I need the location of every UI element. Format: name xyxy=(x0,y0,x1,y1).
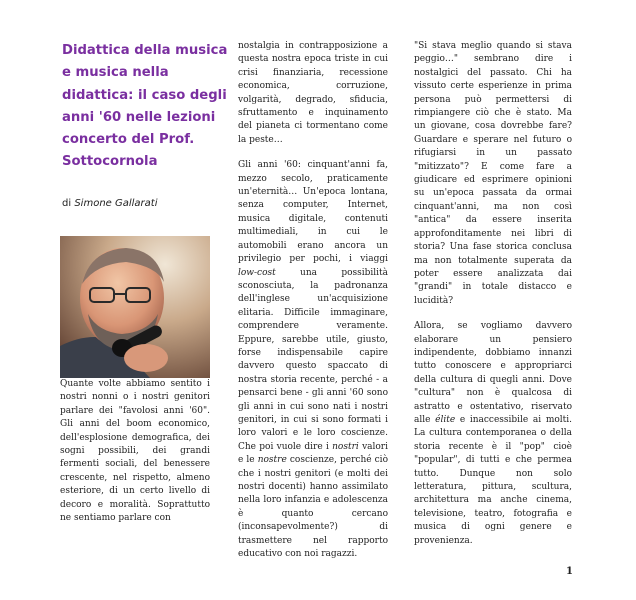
emphasis: low-cost xyxy=(238,267,276,278)
paragraph: nostalgia in contrapposizione a questa nostra epoca triste in cui crisi finanziaria, recessione economica, corruzione, volgarità, degrado, sfiducia, sfruttamento e inquinamento del pianeta ci tormentano come la peste… xyxy=(238,41,388,145)
page-number: 1 xyxy=(566,566,573,577)
column-2 xyxy=(238,40,388,573)
emphasis: nostre xyxy=(257,455,287,466)
emphasis: élite xyxy=(435,414,456,425)
paragraph: Quante volte abbiamo sentito i nostri nonni o i nostri genitori parlare dei "favolosi anni '60". Gli anni del boom economico, dell'esplosione demografica, dei sogni possibili, dei grandi fermenti sociali, del benessere crescente, nel rispetto, almeno esteriore, di un certo livello di decoro e moralità. Soprattutto ne sentiamo parlare con xyxy=(60,379,210,524)
paragraph xyxy=(238,159,388,561)
author-photo xyxy=(60,236,210,378)
author-name: Simone Gallarati xyxy=(74,198,158,209)
article-title: Didattica della musica e musica nella didattica: il caso degli anni '60 nelle lezioni concerto del Prof. Sottocornola xyxy=(62,43,228,170)
byline xyxy=(62,198,157,209)
text-run: coscienze, perché ciò che i nostri genitori (e molti dei nostri docenti) hanno assimilato nella loro infanzia e adolescenza è quanto cercano (inconsapevolmente?) di trasmettere nel rapporto educativo con noi ragazzi. xyxy=(238,455,388,560)
column-3 xyxy=(414,40,572,560)
text-run: valori e le xyxy=(238,441,388,466)
text-run: e inaccessibile ai molti. La cultura contemporanea o della storia recente è il "pop" cioè "popular", di tutti e che permea tutto. Dunque non solo letteratura, pittura, scultura, architettura ma anche cinema, televisione, teatro, fotografia e musica di ogni genere e provenienza. xyxy=(414,414,573,546)
column-1 xyxy=(60,378,210,537)
emphasis: nostri xyxy=(332,441,359,452)
text-run: Gli anni '60: cinquant'anni fa, mezzo secolo, praticamente un'eternità… Un'epoca lontana, senza computer, Internet, musica digitale, contenuti multimediali, in cui le automobili erano ancora un privilegio per pochi, i viaggi xyxy=(238,160,388,265)
photo-illustration xyxy=(60,236,210,378)
paragraph xyxy=(414,320,572,548)
text-run: Allora, se vogliamo davvero elaborare un pensiero indipendente, dobbiamo innanzi tutto conoscere e appropriarci della cultura di quegli anni. Dove "cultura" non è qualcosa di astratto e ostentativo, riservato alle xyxy=(414,321,572,425)
paragraph: "Si stava meglio quando si stava peggio…" sembrano dire i nostalgici del passato. Chi ha vissuto certe esperienze in prima persona può permettersi di rimpiangere ciò che è stato. Ma un giovane, cosa dovrebbe fare? Guardare e sperare nel futuro o rifugiarsi in un passato "mitizzato"? E come fare a giudicare ed esprimere opinioni su un'epoca passata da ormai cinquant'anni, ma non così "antica" da essere inserita approfonditamente nei libri di storia? Una fase storica conclusa ma non totalmente superata da poter essere analizzata dai "grandi" in totale distacco e lucidità? xyxy=(414,41,572,306)
text-run: una possibilità sconosciuta, la padronanza dell'inglese un'acquisizione elitaria. Difficile immaginare, comprendere veramente. Eppure, sarebbe utile, giusto, forse indispensabile capire davvero questo spaccato di nostra storia recente, perché - a pensarci bene - gli anni '60 sono gli anni in cui sono nati i nostri genitori, in cui si sono formati i loro valori e le loro coscienze. Che poi vuole dire i xyxy=(238,267,388,452)
byline-prefix: di xyxy=(62,198,72,209)
